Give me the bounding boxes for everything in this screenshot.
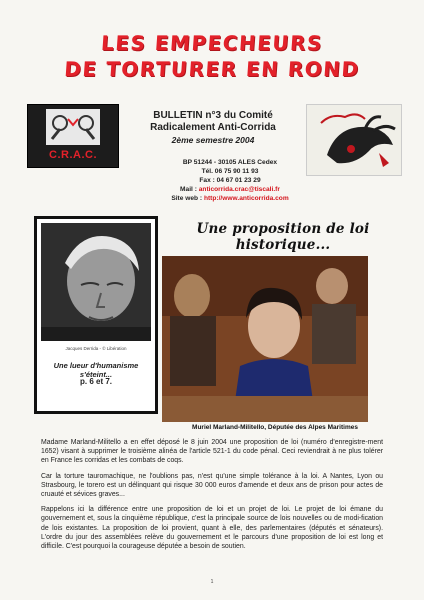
bulletin-subtitle: Radicalement Anti-Corrida xyxy=(150,122,276,133)
mail-line xyxy=(150,185,310,194)
sidebar-page-ref: p. 6 et 7. xyxy=(79,377,112,386)
mail-link[interactable]: anticorrida.crac@tiscali.fr xyxy=(198,186,280,193)
bull-illustration-icon xyxy=(307,105,401,175)
fax-label: Fax : xyxy=(199,177,215,184)
bulletin-header xyxy=(122,110,304,146)
derrida-photo-box xyxy=(34,216,158,414)
article-paragraph-3: Rappelons ici la différence entre une proposition de loi et un projet de loi. Le projet de loi émane du gouvernement et, sous la cinquième république, c'est la principale source de lois nouvelles ou de modi-fication de lois existantes. La proposition de loi provient, quant à elle, des parlementaires (députés et sénateurs). L'ordre du jour des assemblées relève du gouvernement et le parcours d'une proposition de loi est long et difficile. C'est pourquoi la courageuse députée a besoin de soutien. xyxy=(41,506,383,551)
crac-logo xyxy=(27,104,119,168)
portrait-illustration-icon xyxy=(41,223,151,341)
tel-value: 06 75 90 11 93 xyxy=(214,168,259,175)
derrida-portrait xyxy=(41,223,151,341)
assembly-photo-icon xyxy=(162,256,368,422)
website-link[interactable]: http://www.anticorrida.com xyxy=(203,195,289,202)
broken-chains-icon xyxy=(46,109,100,145)
masthead xyxy=(0,30,424,82)
postal-address: BP 51244 - 30105 ALES Cedex xyxy=(182,159,278,166)
tel-label: Tél. xyxy=(201,168,213,175)
anti-corrida-logo xyxy=(306,104,402,176)
article-headline: Une proposition de loi historique... xyxy=(196,221,370,253)
bulletin-period: 2ème semestre 2004 xyxy=(171,135,255,145)
bulletin-title: BULLETIN n°3 du Comité xyxy=(153,110,273,121)
fax-line xyxy=(150,176,310,185)
deputy-photo-caption: Muriel Marland-Militello, Députée des Alpes Maritimes xyxy=(192,424,358,431)
fax-value: 04 67 01 23 29 xyxy=(216,177,261,184)
contact-block xyxy=(150,158,310,203)
page-number: 1 xyxy=(210,579,214,585)
sidebar-caption: Une lueur d'humanisme s'éteint... xyxy=(53,361,139,379)
article-paragraph-2: Car la torture tauromachique, ne l'oublions pas, n'est qu'une simple tolérance à la loi. A Nantes, Lyon ou Strasbourg, le torero est un délinquant qui risque 30 000 euros d'amende et deux ans de prison pour actes de cruauté et sévices graves... xyxy=(41,472,383,499)
photo-credit: Jacques Derrida - © Libération xyxy=(65,346,127,351)
masthead-line-2: DE TORTURER EN ROND xyxy=(63,57,361,81)
mail-label: Mail : xyxy=(180,186,197,193)
web-line xyxy=(150,194,310,203)
web-label: Site web : xyxy=(171,195,203,202)
deputy-photo xyxy=(162,256,368,422)
masthead-line-1: LES EMPECHEURS xyxy=(100,31,324,55)
article-paragraph-1: Madame Marland-Militello a en effet déposé le 8 juin 2004 une proposition de loi (numéro d'enregistre-ment 1652) visant à supprimer le troisième alinéa de l'article 521-1 du code pénal. Ceci reviendrait à ne plus tolérer en France les corridas et les combats de coqs. xyxy=(41,439,383,465)
telephone-line xyxy=(150,167,310,176)
crac-logo-text: C.R.A.C. xyxy=(49,149,97,161)
article-body xyxy=(41,438,383,557)
